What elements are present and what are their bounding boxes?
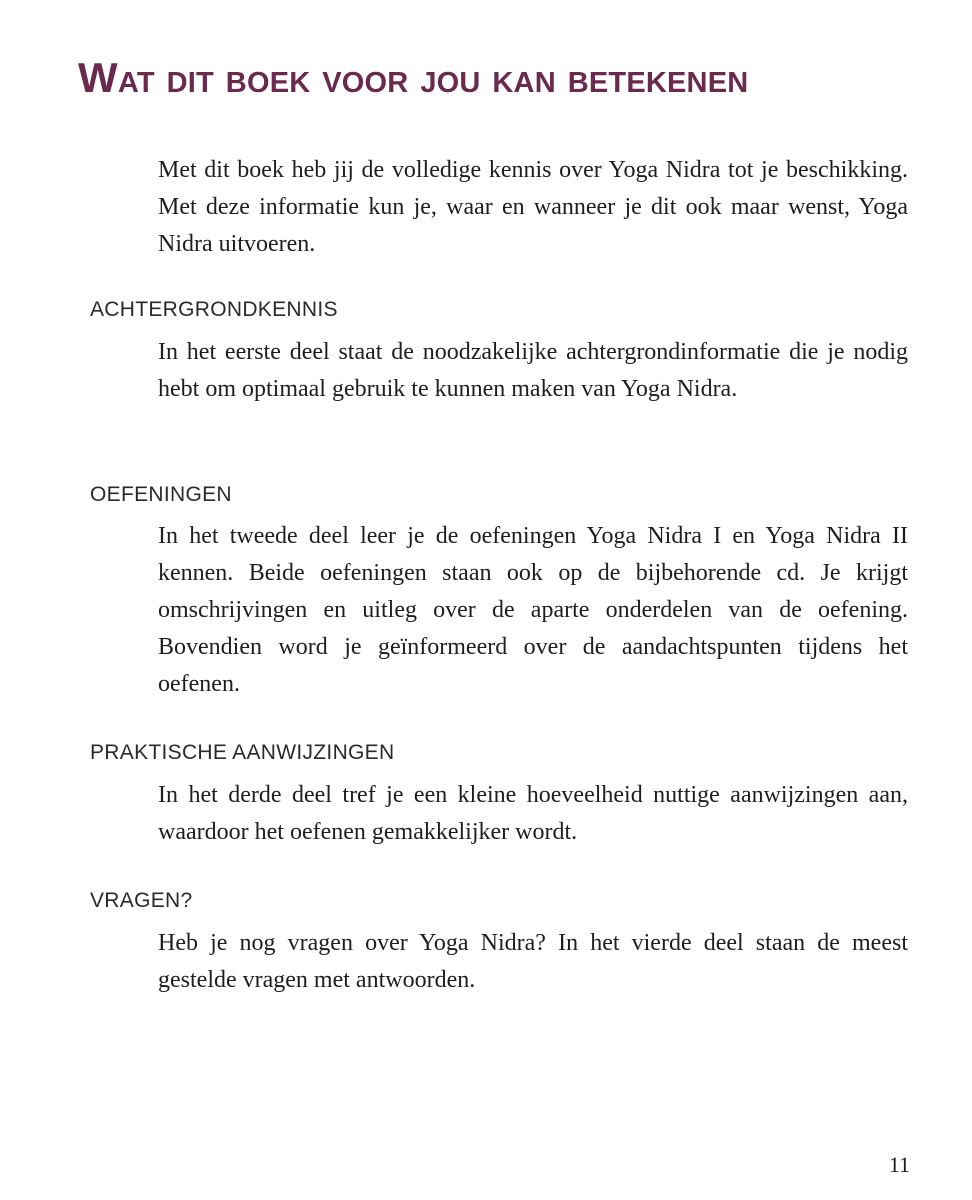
intro-paragraph: Met dit boek heb jij de volledige kennis over Yoga Nidra tot je beschikking. Met deze informatie kun je, waar en wanneer je dit ook maar wenst, Yoga Nidra uitvoeren. — [158, 157, 908, 257]
page-title: Wat dit boek voor jou kan betekenen — [78, 54, 749, 101]
section-text-oefeningen: In het tweede deel leer je de oefeningen Yoga Nidra I en Yoga Nidra II kennen. Beide oefeningen staan ook op de bijbehorende cd. Je krijgt omschrijvingen en uitleg over de aparte onderdelen van de oefening. Bovendien word je geïnformeerd over de aandachtspunten tijdens het oefenen. — [158, 523, 908, 697]
section-text-achtergrondkennis: In het eerste deel staat de noodzakelijke achtergrondinformatie die je nodig hebt om optimaal gebruik te kunnen maken van Yoga Nidra. — [158, 339, 908, 402]
section-text-vragen: Heb je nog vragen over Yoga Nidra? In het vierde deel staan de meest gestelde vragen met antwoorden. — [158, 930, 908, 993]
section-heading-achtergrondkennis: ACHTERGRONDKENNIS — [90, 298, 338, 321]
section-heading-oefeningen: OEFENINGEN — [90, 483, 232, 506]
page-number: 11 — [888, 1152, 910, 1177]
section-text-praktische-aanwijzingen: In het derde deel tref je een kleine hoeveelheid nuttige aanwijzingen aan, waardoor het oefenen gemakkelijker wordt. — [158, 782, 908, 845]
section-heading-praktische-aanwijzingen: PRAKTISCHE AANWIJZINGEN — [90, 741, 395, 764]
section-heading-vragen: VRAGEN? — [90, 889, 193, 912]
